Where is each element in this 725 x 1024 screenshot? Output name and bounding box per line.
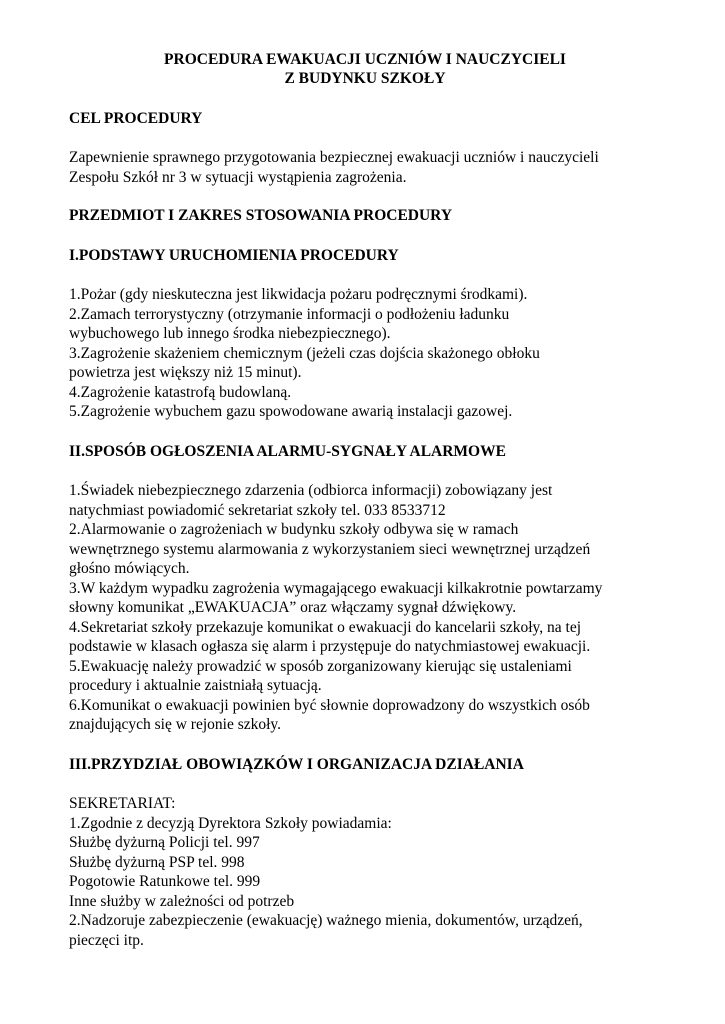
document-title-line-2: Z BUDYNKU SZKOŁY — [284, 70, 446, 87]
section-1-line-2: 2.Zamach terrorystyczny (otrzymanie informacji o podłożeniu ładunku — [69, 305, 510, 323]
cel-line-2: Zespołu Szkół nr 3 w sytuacji wystąpienia zagrożenia. — [69, 168, 407, 186]
section-3-line-7: 2.Nadzoruje zabezpieczenie (ewakuację) ważnego mienia, dokumentów, urządzeń, — [69, 912, 583, 929]
section-2-line-5: głośno mówiących. — [69, 560, 190, 577]
section-1-heading: I.PODSTAWY URUCHOMIENIA PROCEDURY — [69, 247, 399, 264]
cel-procedury-heading: CEL PROCEDURY — [69, 110, 203, 127]
section-3-line-8: pieczęci itp. — [69, 931, 144, 949]
section-1-line-5: powietrza jest większy niż 15 minut). — [69, 364, 302, 381]
section-2-line-3: 2.Alarmowanie o zagrożeniach w budynku szkoły odbywa się w ramach — [69, 521, 519, 538]
document-title-line-1: PROCEDURA EWAKUACJI UCZNIÓW I NAUCZYCIELI — [164, 51, 566, 68]
section-1-line-7: 5.Zagrożenie wybuchem gazu spowodowane awarią instalacji gazowej. — [69, 403, 513, 420]
section-2-line-8: 4.Sekretariat szkoły przekazuje komunikat o ewakuacji do kancelarii szkoły, na tej — [69, 618, 582, 636]
section-3-line-6: Inne służby w zależności od potrzeb — [69, 892, 295, 910]
section-2-line-13: znajdujących się w rejonie szkoły. — [69, 716, 282, 733]
section-1-line-1: 1.Pożar (gdy nieskuteczna jest likwidacja pożaru podręcznymi środkami). — [69, 286, 528, 303]
section-2-line-4: wewnętrznego systemu alarmowania z wykorzystaniem sieci wewnętrznej urządzeń — [69, 540, 591, 558]
section-2-line-9: podstawie w klasach ogłasza się alarm i przystępuje do natychmiastowej ewakuacji. — [69, 638, 591, 655]
section-1-line-3: wybuchowego lub innego środka niebezpiecznego). — [69, 325, 391, 342]
section-2-line-11: procedury i aktualnie zaistniałą sytuacją. — [69, 677, 322, 694]
section-2-heading: II.SPOSÓB OGŁOSZENIA ALARMU-SYGNAŁY ALARMOWE — [69, 443, 506, 460]
section-2-line-1: 1.Świadek niebezpiecznego zdarzenia (odbiorca informacji) zobowiązany jest — [69, 482, 553, 499]
przedmiot-heading: PRZEDMIOT I ZAKRES STOSOWANIA PROCEDURY — [69, 207, 453, 224]
section-3-line-3: Służbę dyżurną Policji tel. 997 — [69, 834, 260, 851]
section-2-line-10: 5.Ewakuację należy prowadzić w sposób zorganizowany kierując się ustaleniami — [69, 657, 572, 675]
section-3-heading: III.PRZYDZIAŁ OBOWIĄZKÓW I ORGANIZACJA DZIAŁANIA — [69, 756, 524, 773]
section-3-line-4: Służbę dyżurną PSP tel. 998 — [69, 853, 245, 871]
section-2-line-7: słowny komunikat „EWAKUACJA” oraz włączamy sygnał dźwiękowy. — [69, 599, 517, 616]
section-3-line-2: 1.Zgodnie z decyzją Dyrektora Szkoły powiadamia: — [69, 814, 392, 832]
section-2-line-6: 3.W każdym wypadku zagrożenia wymagającego ewakuacji kilkakrotnie powtarzamy — [69, 579, 603, 597]
section-3-line-5: Pogotowie Ratunkowe tel. 999 — [69, 873, 261, 890]
cel-line-1: Zapewnienie sprawnego przygotowania bezpiecznej ewakuacji uczniów i nauczycieli — [69, 149, 599, 166]
section-3-line-1: SEKRETARIAT: — [69, 795, 176, 812]
section-1-line-6: 4.Zagrożenie katastrofą budowlaną. — [69, 383, 292, 401]
section-2-line-12: 6.Komunikat o ewakuacji powinien być słownie doprowadzony do wszystkich osób — [69, 696, 590, 714]
section-1-line-4: 3.Zagrożenie skażeniem chemicznym (jeżeli czas dojścia skażonego obłoku — [69, 344, 540, 362]
section-2-line-2: natychmiast powiadomić sekretariat szkoły tel. 033 8533712 — [69, 501, 446, 519]
